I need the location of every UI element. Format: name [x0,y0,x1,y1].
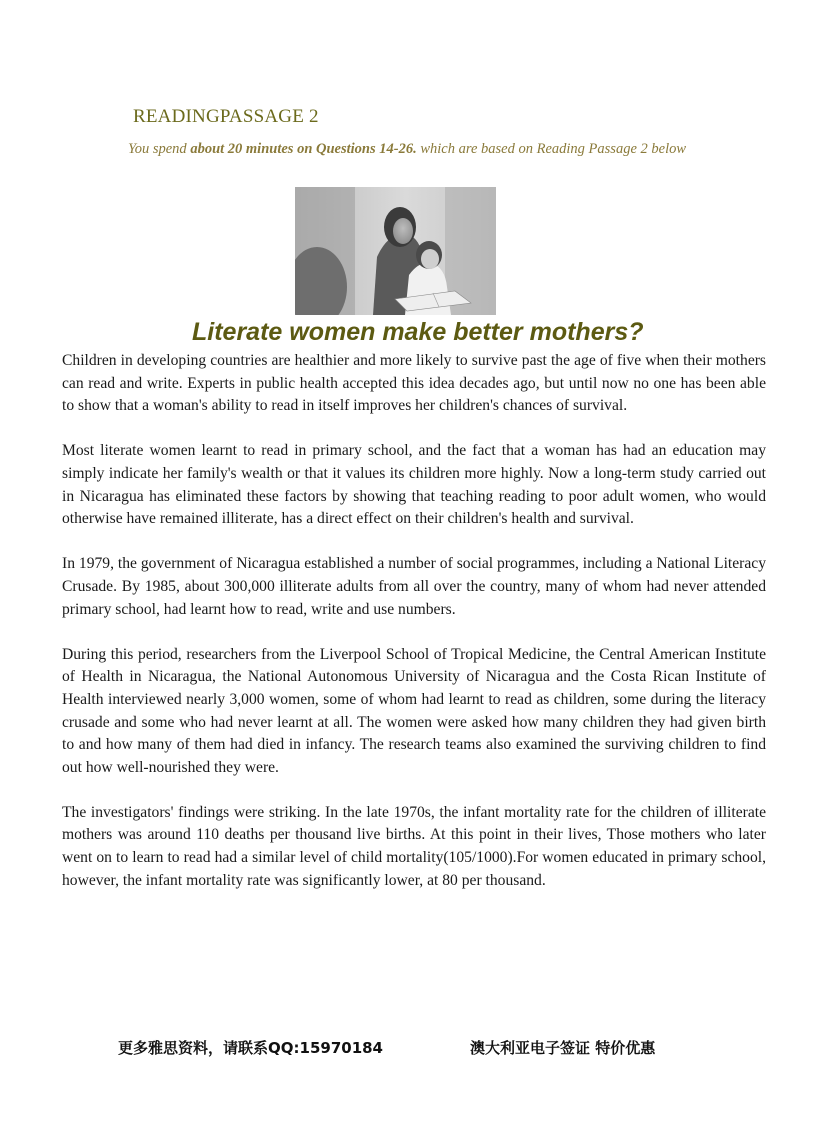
mother-and-child-reading-photo [295,187,496,315]
instructions [128,141,686,158]
instructions-part-4: which are based on Reading Passage 2 below [416,141,687,157]
article-body [62,350,766,915]
footer [118,1037,656,1058]
photo-illustration [295,187,496,315]
paragraph-5: The investigators' findings were striking. In the late 1970s, the infant mortality rate for the children of illiterate mothers was around 110 deaths per thousand live births. At this point in their lives, Those mothers who later went on to learn to read had a similar level of child mortality(105/1000).For women educated in primary school, however, the infant mortality rate was significantly lower, at 80 per thousand. [62,803,766,889]
paragraph-1: Children in developing countries are healthier and more likely to survive past the age of five when their mothers can read and write. Experts in public health accepted this idea decades ago, but until now no one has been able to show that a woman's ability to read in itself improves her children's chances of survival. [62,352,766,415]
passage-heading: READINGPASSAGE 2 [133,106,319,127]
article-title: Literate women make better mothers? [192,318,644,346]
paragraph-2: Most literate women learnt to read in primary school, and the fact that a woman has had an education may simply indicate her family's wealth or that it values its children more highly. Now a long-term study carried out in Nicaragua has eliminated these factors by showing that teaching reading to poor adult women, who would otherwise have remained illiterate, has a direct effect on their children's health and survival. [62,442,766,528]
footer-visa-promo-text: 澳大利亚电子签证 特价优惠 [470,1039,656,1057]
instructions-part-3: minutes on Questions 14-26. [245,141,417,157]
instructions-part-1: You spend [128,141,191,157]
footer-contact-text: 更多雅思资料，请联系QQ:15970184 [118,1039,383,1057]
paragraph-4: During this period, researchers from the Liverpool School of Tropical Medicine, the Central American Institute of Health in Nicaragua, the National Autonomous University of Nicaragua and the Costa Rican Institute of Health interviewed nearly 3,000 women, some of whom had learnt to read as children, some during the literacy crusade and some who had never learnt at all. The women were asked how many children they had given birth to and how many of them had died in infancy. The research teams also examined the surviving children to find out how well-nourished they were. [62,645,766,776]
instructions-part-2: about 20 [190,141,246,157]
paragraph-3: In 1979, the government of Nicaragua established a number of social programmes, including a National Literacy Crusade. By 1985, about 300,000 illiterate adults from all over the country, many of whom had never attended primary school, had learnt how to read, write and use numbers. [62,555,766,618]
